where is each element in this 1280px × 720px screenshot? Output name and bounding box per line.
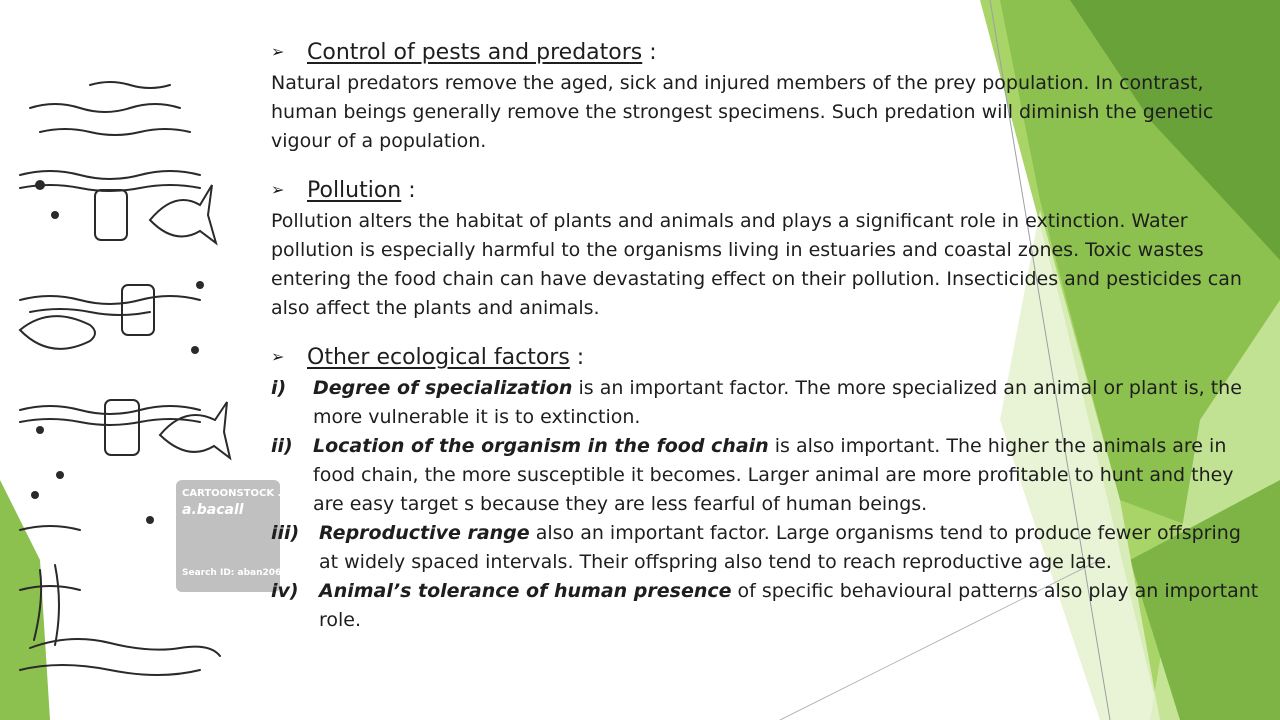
list-item-number: iii) <box>271 522 300 544</box>
pests-body: Natural predators remove the aged, sick and injured members of the prey population. In contrast, human beings generally remove the strongest specimens. Such predation will diminish the genetic vigour of a population. <box>271 72 1214 152</box>
heading-pests-text: Control of pests and predators <box>307 40 643 65</box>
list-item-term: Reproductive range <box>319 522 530 544</box>
watermark-search-id: Search ID: aban2062 <box>182 568 288 578</box>
arrow-bullet-icon: ➢ <box>271 180 285 199</box>
list-item-text: is an important factor. The more specialized an animal or plant is, the more vulnerable it is to extinction. <box>313 377 1242 428</box>
heading-pests <box>271 36 1261 69</box>
list-item-number: ii) <box>271 435 293 457</box>
pollution-body: Pollution alters the habitat of plants and animals and plays a significant role in extinction. Water pollution is especially harmful to the organisms living in estuaries and coastal zones. Toxic wastes entering the food chain can have devastating effect on their pollution. Insecticides and pesticides can also affect the plants and animals. <box>271 210 1242 319</box>
list-item-text: also an important factor. Large organisms tend to produce fewer offspring at widely spaced intervals. Their offspring also tend to reach reproductive age late. <box>319 522 1241 573</box>
heading-pollution <box>271 174 1261 207</box>
fish-water-filter-cartoon <box>0 50 245 690</box>
list-item <box>271 577 1261 635</box>
arrow-bullet-icon: ➢ <box>271 42 285 61</box>
watermark-site: CARTOONSTOCK .com <box>182 488 305 499</box>
list-item <box>271 519 1261 577</box>
list-item-text: is also important. The higher the animals are in food chain, the more susceptible it becomes. Larger animal are more profitable to hunt and they are easy target s because they are less fearful of human beings. <box>313 435 1234 515</box>
heading-pollution-text: Pollution <box>307 178 402 203</box>
slide-content <box>271 36 1261 635</box>
heading-other-text: Other ecological factors <box>307 345 570 370</box>
heading-colon: : <box>401 178 416 203</box>
heading-colon: : <box>569 345 585 370</box>
list-item <box>271 432 1261 519</box>
list-item-term: Animal’s tolerance of human presence <box>319 580 732 602</box>
arrow-bullet-icon: ➢ <box>271 347 285 366</box>
list-item-number: iv) <box>271 580 299 602</box>
list-item-term: Degree of specialization <box>313 377 573 399</box>
list-item <box>271 374 1261 432</box>
heading-colon: : <box>642 40 657 65</box>
list-item-text: of specific behavioural patterns also play an important role. <box>319 580 1259 631</box>
heading-other <box>271 341 1261 374</box>
list-item-number: i) <box>271 377 287 399</box>
watermark-artist: a.bacall <box>182 502 244 518</box>
list-item-term: Location of the organism in the food chain <box>313 435 769 457</box>
